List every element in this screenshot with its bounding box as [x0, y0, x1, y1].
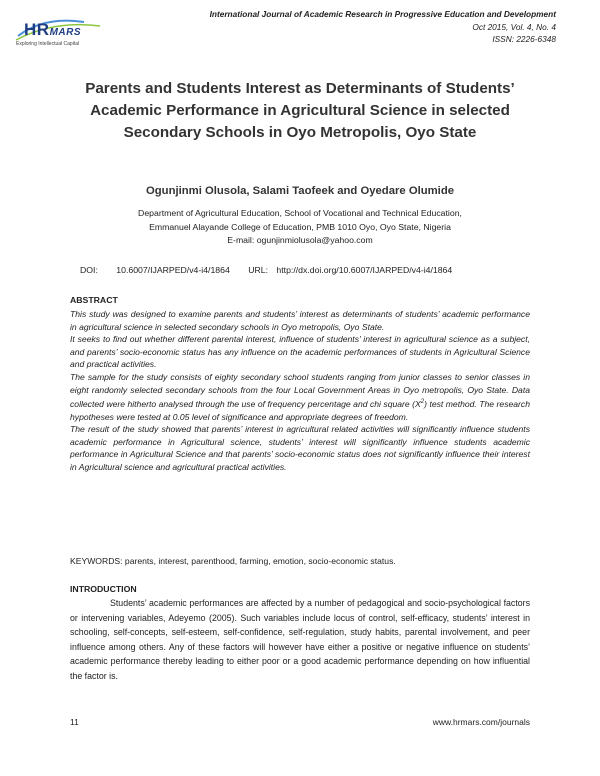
journal-header: [210, 8, 556, 46]
affiliation: [0, 207, 600, 248]
affiliation-line: Department of Agricultural Education, School of Vocational and Technical Education,: [138, 208, 462, 218]
abstract-paragraph: This study was designed to examine parents and students’ interest as determinants of students’ academic performance in agricultural science in selected secondary schools in Oyo metropolis, Oyo State.: [70, 309, 530, 332]
journal-issn: ISSN: 2226-6348: [492, 34, 556, 44]
abstract-paragraph: The sample for the study consists of eighty secondary school students ranging from junior classes to senior classes in eight randomly selected secondary schools from the four Local Government Areas in Oyo metropolis, Oyo State. Data collected were hitherto analysed through the use of frequency percentage and chi square $(X^2)$ test method. The research hypotheses were tested at 0.05 level of significance and appropriate degrees of freedom.: [70, 371, 530, 422]
logo-tagline: Exploring Intellectual Capital: [16, 41, 80, 47]
url-link[interactable]: http://dx.doi.org/10.6007/IJARPED/v4-i4/1864: [276, 265, 453, 275]
introduction-paragraph: Students’ academic performances are affected by a number of pedagogical and socio-psychological factors or intervening variables, Adeyemo (2005). Such variables include locus of control, self-efficacy, students’ interest in schooling, self-concepts, self-esteem, self-confidence, self-regulation, study habits, parental involvement, and peer influence among others. Any of these factors will however have either a positive or negative influence on students’ academic performance thereby leading to either poor or a good academic performance depending on how influential the factor is.: [70, 598, 530, 681]
logo-brand: HRMARS: [24, 20, 82, 39]
introduction-heading: INTRODUCTION: [70, 584, 137, 594]
abstract-paragraph: The result of the study showed that parents’ interest in agricultural related activities will significantly influence students academic performance in Agricultural science, students’ interest will significantly influence students academic performance in Agricultural Science and that parents’ socio-economic status does not significantly influence their interest in Agricultural science and agricultural practical activities.: [70, 424, 530, 472]
email[interactable]: E-mail: ogunjinmiolusola@yahoo.com: [227, 235, 373, 245]
paper-title: Parents and Students Interest as Determinants of Students’ Academic Performance in Agricultural Science in selected Secondary Schools in Oyo Metropolis, Oyo State: [85, 80, 515, 141]
abstract-heading: ABSTRACT: [70, 295, 118, 305]
publisher-logo: [14, 14, 104, 52]
abstract-paragraph: It seeks to find out whether different parental interest, influence of students’ interest in agricultural science as a subject, and parents’ socio-economic status has any influence on the academic performances of students in Agricultural Science and practical activities.: [70, 334, 530, 370]
abstract: [70, 308, 530, 474]
affiliation-line: Emmanuel Alayande College of Education, PMB 1010 Oyo, Oyo State, Nigeria: [149, 221, 451, 232]
journal-name: International Journal of Academic Research in Progressive Education and Development: [209, 9, 556, 19]
doi-value[interactable]: 10.6007/IJARPED/v4-i4/1864: [116, 265, 230, 275]
doi-line: [80, 265, 466, 275]
journal-issue: Oct 2015, Vol. 4, No. 4: [472, 21, 556, 32]
keywords: KEYWORDS: parents, interest, parenthood, farming, emotion, socio-economic status.: [70, 556, 396, 566]
doi-label: DOI:: [80, 265, 98, 275]
page-number: 11: [70, 717, 79, 727]
footer-site[interactable]: www.hrmars.com/journals: [432, 717, 530, 727]
url-label: URL:: [248, 265, 268, 275]
authors: Ogunjinmi Olusola, Salami Taofeek and Oyedare Olumide: [145, 185, 455, 197]
